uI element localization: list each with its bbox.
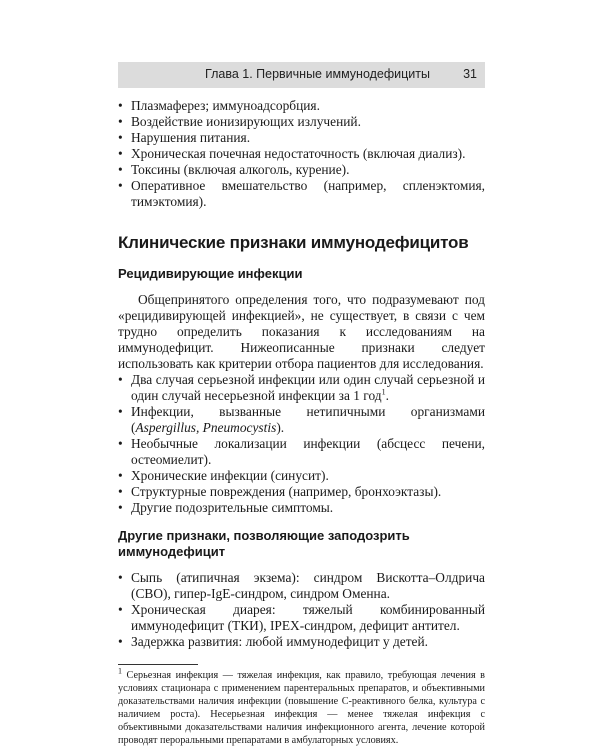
list-item: • Нарушения питания.: [118, 130, 251, 145]
section-title: Клинические признаки иммунодефицитов: [118, 233, 469, 252]
list-item: • Задержка развития: любой иммунодефицит у детей.: [118, 634, 429, 649]
list-item: • Другие подозрительные симптомы.: [118, 500, 334, 515]
list-item: • Инфекции, вызванные нетипичными организмами (Aspergillus, Pneumocystis).: [118, 404, 485, 435]
list-item: • Структурные повреждения (например, бронхоэктазы).: [118, 484, 442, 499]
list-item: • Сыпь (атипичная экзема): синдром Вискотта–Олдрича (СВО), гипер-IgE-синдром, синдром Оменна.: [118, 570, 485, 601]
list-item: • Необычные локализации инфекции (абсцесс печени, остеомиелит).: [118, 436, 485, 467]
subsection-title-recurrent-infections: Рецидивирующие инфекции: [118, 266, 303, 281]
list-item: • Хронические инфекции (синусит).: [118, 468, 329, 483]
list-item: • Плазмаферез; иммуноадсорбция.: [118, 98, 320, 113]
subsection-title-other-signs: Другие признаки, позволяющие заподозрить иммунодефицит: [118, 528, 410, 559]
paragraph: Общепринятого определения того, что подразумевают под «рецидивирующей инфекцией», не существует, в связи с чем трудно определить показания к исследованиям на иммунодефицит. Нижеописанные признаки следует использовать как критерии отбора пациентов для исследования.: [118, 292, 485, 371]
list-item: • Хроническая диарея: тяжелый комбинированный иммунодефицит (ТКИ), IPEX-синдром, дефицит антител.: [118, 602, 485, 633]
footnote-marker: 1: [118, 666, 122, 676]
list-item: • Оперативное вмешательство (например, спленэктомия, тимэктомия).: [118, 178, 485, 209]
page-content: [118, 98, 485, 747]
other-signs-list: [118, 570, 485, 650]
running-header: [118, 62, 485, 88]
risk-factors-list: [118, 98, 485, 210]
list-item: • Токсины (включая алкоголь, курение).: [118, 162, 350, 177]
footnote-ref: 1: [381, 387, 386, 397]
header-chapter-title: Глава 1. Первичные иммунодефициты: [205, 67, 430, 81]
footnote: $^1$ Серьезная инфекция — тяжелая инфекция, как правило, требующая лечения в условиях стационара с применением парентеральных препаратов, и объективными доказательствами наличия инфекции (повышение С-реактивного белка, культура с наличием роста). Несерьезная инфекция — менее тяжелая инфекция с объективными доказательствами наличия инфекционного агента, лечение которой проводят пероральными препаратами в амбулаторных условиях.: [118, 666, 485, 746]
list-item: • Хроническая почечная недостаточность (включая диализ).: [118, 146, 466, 161]
recurrent-infections-list: [118, 372, 485, 516]
list-item: • Воздействие ионизирующих излучений.: [118, 114, 361, 129]
page-number: 31: [463, 67, 477, 81]
footnote-divider: [118, 664, 198, 665]
list-item: • Два случая серьезной инфекции или один случай серьезной и один случай несерьезной инфекции за 1 год$^1$.: [118, 372, 485, 403]
